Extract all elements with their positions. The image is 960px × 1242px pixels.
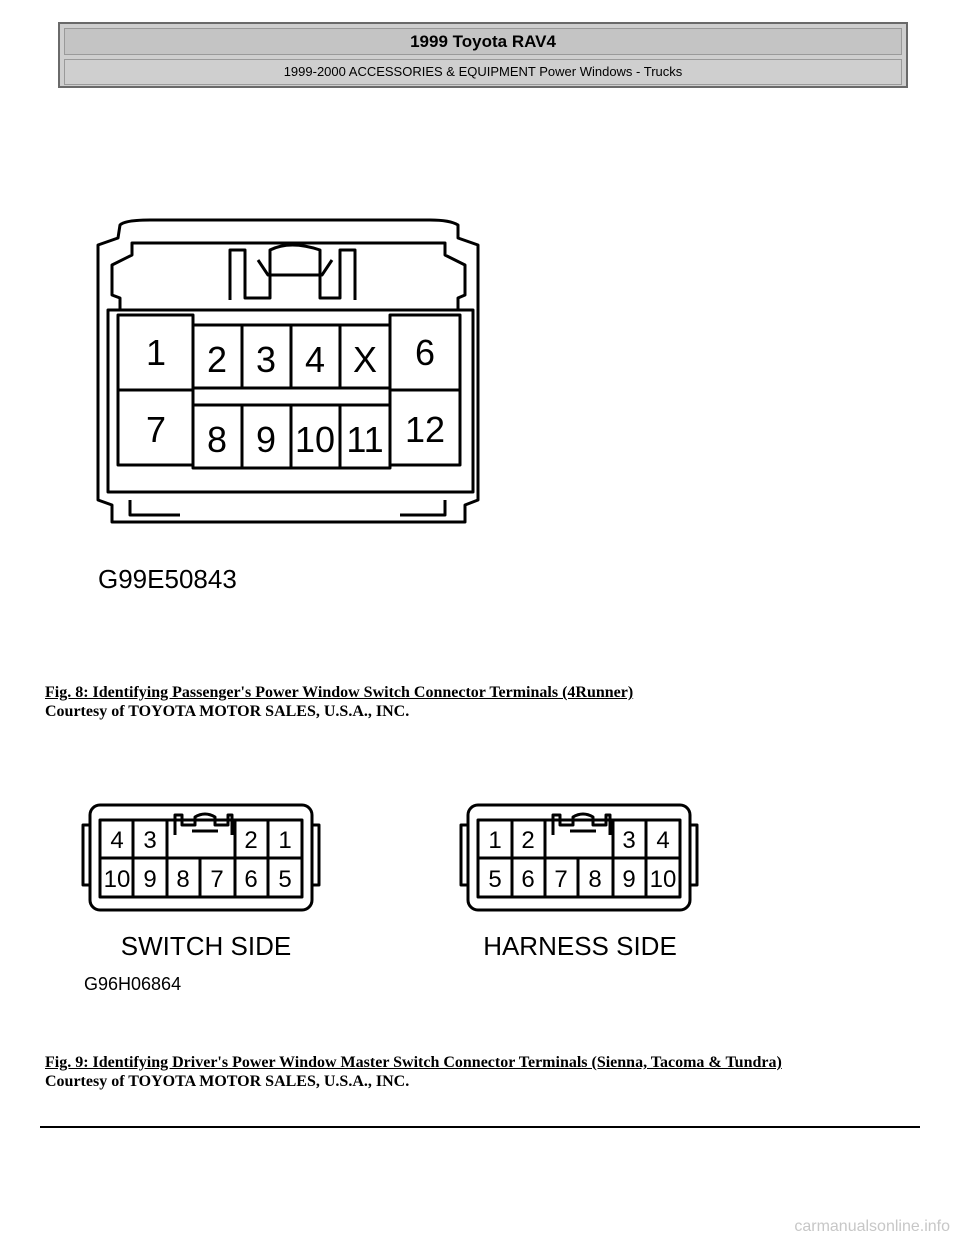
terminal-label: 6: [414, 332, 436, 373]
terminal-label: 2: [521, 827, 535, 854]
terminal-label: 9: [143, 866, 157, 893]
figure-credit: Courtesy of TOYOTA MOTOR SALES, U.S.A., INC.: [45, 703, 410, 720]
figure-credit: Courtesy of TOYOTA MOTOR SALES, U.S.A., INC.: [45, 1073, 410, 1090]
document-header: [58, 22, 908, 88]
terminal-label: 12: [404, 409, 446, 450]
figure-9-connector-diagram: [80, 795, 700, 995]
terminal-label: 3: [255, 339, 277, 380]
terminal-label: 8: [588, 866, 602, 893]
terminal-label: 6: [521, 866, 535, 893]
terminal-label: 10: [294, 419, 336, 460]
terminal-label: 8: [176, 866, 190, 893]
page-divider: [40, 1126, 920, 1128]
figure-caption-title: Fig. 8: Identifying Passenger's Power Window Switch Connector Terminals (4Runner): [45, 684, 634, 701]
terminal-label: 10: [103, 866, 131, 893]
terminal-label: 5: [278, 866, 292, 893]
terminal-label: 11: [346, 419, 384, 460]
document-title: 1999 Toyota RAV4: [64, 28, 902, 55]
terminal-label: 5: [488, 866, 502, 893]
watermark-site: carmanualsonline.info: [794, 1218, 950, 1235]
terminal-label: 2: [206, 339, 228, 380]
terminal-label: 1: [145, 332, 167, 373]
figure-caption-title: Fig. 9: Identifying Driver's Power Window Master Switch Connector Terminals (Sienna, Tacoma & Tundra): [45, 1054, 782, 1071]
terminal-label: 4: [110, 827, 124, 854]
terminal-label: 8: [206, 419, 228, 460]
document-subtitle: 1999-2000 ACCESSORIES & EQUIPMENT Power Windows - Trucks: [64, 59, 902, 85]
terminal-label: 2: [244, 827, 258, 854]
terminal-label: X: [352, 339, 378, 380]
figure-code: G99E50843: [98, 564, 237, 594]
terminal-label: 7: [210, 866, 224, 893]
terminal-label: 1: [488, 827, 502, 854]
terminal-label: 4: [304, 339, 326, 380]
terminal-label: 10: [649, 866, 677, 893]
terminal-label: 6: [244, 866, 258, 893]
figure-8-connector-diagram: [90, 210, 490, 600]
terminal-label: 7: [145, 409, 167, 450]
terminal-label: 4: [656, 827, 670, 854]
terminal-label: 1: [278, 827, 292, 854]
terminal-label: 9: [255, 419, 277, 460]
terminal-label: 9: [622, 866, 636, 893]
terminal-label: 3: [143, 827, 157, 854]
terminal-label: 3: [622, 827, 636, 854]
figure-code: G96H06864: [84, 974, 182, 994]
figure-9-caption: [45, 1053, 875, 1091]
harness-side-label: HARNESS SIDE: [483, 931, 677, 961]
terminal-label: 7: [554, 866, 568, 893]
switch-side-label: SWITCH SIDE: [120, 931, 292, 961]
figure-8-caption: [45, 683, 633, 721]
